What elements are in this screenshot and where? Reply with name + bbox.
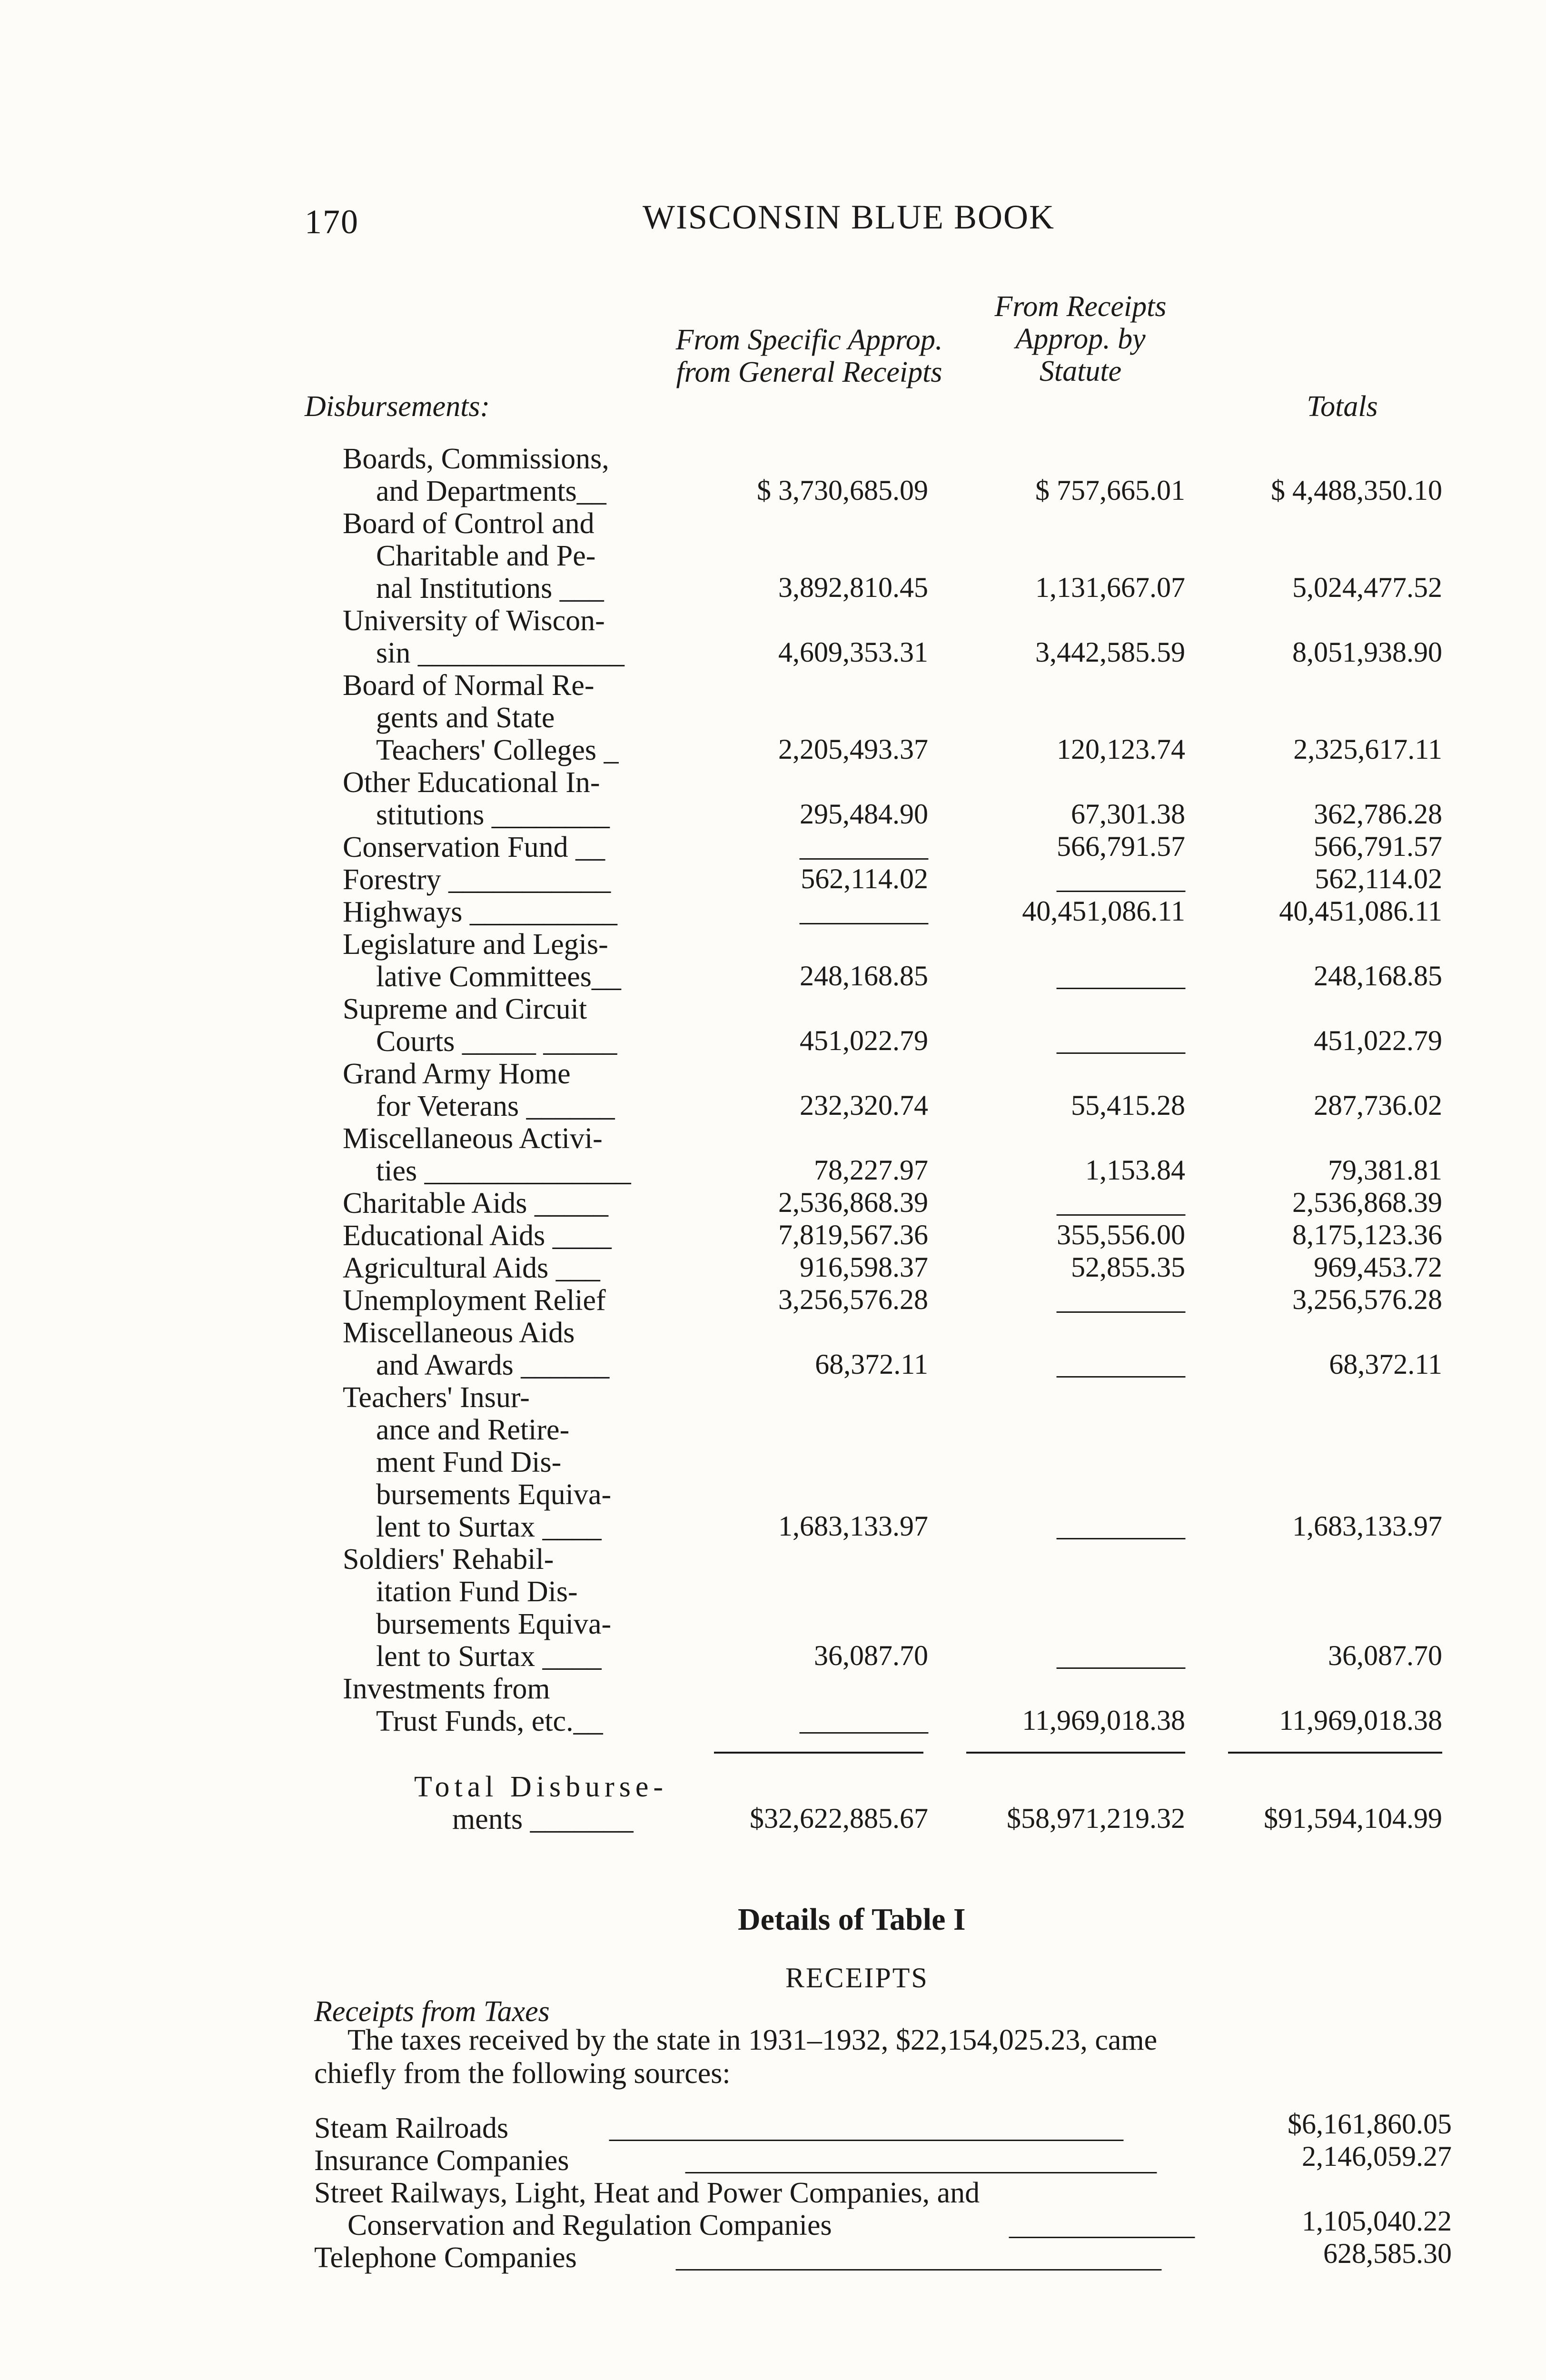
row-label-line: itation Fund Dis- (376, 1576, 578, 1608)
cell-total: 68,372.11 (1329, 1349, 1442, 1380)
cell-general: 295,484.90 (800, 798, 928, 830)
cell-statute: 55,415.28 (1071, 1090, 1185, 1121)
total-statute: $58,971,219.32 (1007, 1803, 1185, 1834)
column-header-general: From Specific Approp. from General Receipts (675, 324, 943, 388)
source-leader: ____________________________________ (609, 2112, 1123, 2143)
row-label-line: Highways __________ (343, 896, 617, 928)
cell-general: 36,087.70 (814, 1640, 928, 1671)
cell-total: 11,969,018.38 (1279, 1705, 1442, 1736)
cell-statute: _________ (1057, 1284, 1185, 1315)
row-label-line: Agricultural Aids ___ (343, 1252, 600, 1284)
column-header-totals: Totals (1307, 390, 1378, 423)
source-amount: 628,585.30 (1323, 2238, 1452, 2269)
row-label-line: for Veterans ______ (376, 1090, 615, 1122)
row-label-line: Miscellaneous Activi- (343, 1122, 603, 1155)
row-label-line: Forestry ___________ (343, 863, 611, 896)
cell-total: 451,022.79 (1314, 1025, 1442, 1056)
row-label-line: ties ______________ (376, 1155, 631, 1187)
row-label-line: Conservation Fund __ (343, 831, 605, 863)
cell-statute: _________ (1057, 960, 1185, 992)
total-rule-general (714, 1752, 923, 1754)
running-title: WISCONSIN BLUE BOOK (643, 198, 1055, 236)
cell-general: 4,609,353.31 (778, 636, 928, 668)
row-label-line: bursements Equiva- (376, 1608, 612, 1640)
row-label-line: Charitable and Pe- (376, 540, 596, 572)
cell-statute: _________ (1057, 1187, 1185, 1218)
cell-total: 8,175,123.36 (1292, 1219, 1442, 1250)
source-label: Insurance Companies (314, 2144, 569, 2177)
row-label-line: Board of Control and (343, 507, 595, 540)
cell-total: 2,325,617.11 (1293, 734, 1442, 765)
cell-total: $ 4,488,350.10 (1271, 475, 1442, 506)
row-label-line: lent to Surtax ____ (376, 1511, 602, 1543)
row-label-line: Trust Funds, etc.__ (376, 1705, 603, 1737)
row-label-line: Teachers' Colleges _ (376, 734, 619, 766)
row-label-line: and Awards ______ (376, 1349, 610, 1381)
cell-statute: _________ (1057, 863, 1185, 894)
row-label-line: Courts _____ _____ (376, 1025, 617, 1058)
cell-general: $ 3,730,685.09 (757, 475, 928, 506)
row-header-label: Disbursements: (305, 390, 490, 423)
row-label-line: Boards, Commissions, (343, 443, 609, 475)
cell-general: _________ (800, 895, 928, 927)
cell-statute: 40,451,086.11 (1022, 895, 1185, 927)
cell-general: 1,683,133.97 (778, 1510, 928, 1542)
source-label-continued: Conservation and Regulation Companies (347, 2209, 832, 2241)
cell-total: 36,087.70 (1328, 1640, 1442, 1671)
source-amount: 1,105,040.22 (1302, 2205, 1452, 2237)
cell-general: 562,114.02 (801, 863, 928, 894)
source-leader: __________________________________ (676, 2241, 1161, 2273)
row-label-line: Grand Army Home (343, 1058, 571, 1090)
cell-statute: 1,131,667.07 (1035, 572, 1185, 603)
cell-general: 248,168.85 (800, 960, 928, 992)
source-label: Telephone Companies (314, 2241, 577, 2274)
source-label: Steam Railroads (314, 2112, 509, 2144)
cell-total: 362,786.28 (1314, 798, 1442, 830)
source-amount: $6,161,860.05 (1288, 2108, 1452, 2140)
row-label-line: lative Committees__ (376, 961, 621, 993)
cell-total: 566,791.57 (1314, 831, 1442, 862)
row-label-line: Unemployment Relief (343, 1284, 606, 1317)
cell-general: 2,536,868.39 (778, 1187, 928, 1218)
row-label-line: Investments from (343, 1673, 550, 1705)
row-label-line: sin ______________ (376, 637, 624, 669)
cell-total: 79,381.81 (1328, 1154, 1442, 1186)
row-label-line: ance and Retire- (376, 1414, 570, 1446)
cell-general: _________ (800, 1705, 928, 1736)
row-label-line: gents and State (376, 702, 555, 734)
source-leader: _____________ (1009, 2209, 1195, 2241)
row-label-line: Other Educational In- (343, 766, 600, 799)
row-label-line: and Departments__ (376, 475, 606, 507)
cell-statute: _________ (1057, 1025, 1185, 1056)
total-label-line1: Total Disburse- (414, 1771, 668, 1803)
cell-statute: 3,442,585.59 (1035, 636, 1185, 668)
cell-statute: $ 757,665.01 (1035, 475, 1185, 506)
total-rule-statute (966, 1752, 1185, 1754)
cell-total: 969,453.72 (1314, 1251, 1442, 1283)
cell-statute: 566,791.57 (1057, 831, 1185, 862)
cell-general: 3,892,810.45 (778, 572, 928, 603)
cell-total: 8,051,938.90 (1292, 636, 1442, 668)
cell-statute: 11,969,018.38 (1022, 1705, 1185, 1736)
row-label-line: Miscellaneous Aids (343, 1317, 575, 1349)
row-label-line: nal Institutions ___ (376, 572, 604, 605)
cell-statute: _________ (1057, 1510, 1185, 1542)
cell-total: 562,114.02 (1315, 863, 1442, 894)
cell-total: 2,536,868.39 (1292, 1187, 1442, 1218)
cell-total: 5,024,477.52 (1292, 572, 1442, 603)
cell-general: _________ (800, 831, 928, 862)
cell-statute: 67,301.38 (1071, 798, 1185, 830)
cell-statute: _________ (1057, 1349, 1185, 1380)
details-title: Details of Table I (738, 1902, 966, 1937)
details-subtitle: RECEIPTS (785, 1962, 929, 1993)
source-label: Street Railways, Light, Heat and Power Companies, and (314, 2177, 980, 2209)
row-label-line: Charitable Aids _____ (343, 1187, 608, 1220)
row-label-line: Legislature and Legis- (343, 928, 608, 961)
receipts-paragraph-line2: chiefly from the following sources: (314, 2057, 731, 2090)
page-number: 170 (305, 203, 359, 241)
cell-total: 248,168.85 (1314, 960, 1442, 992)
cell-statute: 52,855.35 (1071, 1251, 1185, 1283)
column-header-statute: From Receipts Approp. by Statute (994, 290, 1167, 387)
cell-total: 1,683,133.97 (1292, 1510, 1442, 1542)
row-label-line: Teachers' Insur- (343, 1381, 530, 1414)
receipts-heading: Receipts from Taxes (314, 1995, 550, 2028)
cell-statute: 355,556.00 (1057, 1219, 1185, 1250)
total-rule-totals (1228, 1752, 1442, 1754)
row-label-line: University of Wiscon- (343, 605, 605, 637)
cell-general: 78,227.97 (814, 1154, 928, 1186)
row-label-line: Soldiers' Rehabil- (343, 1543, 554, 1576)
receipts-paragraph-line1: The taxes received by the state in 1931–1932, $22,154,025.23, came (347, 2024, 1158, 2056)
cell-total: 287,736.02 (1314, 1090, 1442, 1121)
cell-statute: 120,123.74 (1057, 734, 1185, 765)
row-label-line: Supreme and Circuit (343, 993, 587, 1025)
cell-statute: 1,153.84 (1085, 1154, 1185, 1186)
cell-total: 3,256,576.28 (1292, 1284, 1442, 1315)
cell-statute: _________ (1057, 1640, 1185, 1671)
total-totals: $91,594,104.99 (1264, 1803, 1442, 1834)
cell-total: 40,451,086.11 (1279, 895, 1442, 927)
cell-general: 2,205,493.37 (778, 734, 928, 765)
cell-general: 451,022.79 (800, 1025, 928, 1056)
source-leader: _________________________________ (685, 2144, 1157, 2176)
row-label-line: bursements Equiva- (376, 1478, 612, 1511)
row-label-line: stitutions ________ (376, 799, 610, 831)
cell-general: 232,320.74 (800, 1090, 928, 1121)
total-general: $32,622,885.67 (750, 1803, 928, 1834)
row-label-line: Educational Aids ____ (343, 1220, 612, 1252)
total-label-line2: ments _______ (452, 1803, 634, 1835)
row-label-line: lent to Surtax ____ (376, 1640, 602, 1673)
cell-general: 68,372.11 (815, 1349, 928, 1380)
row-label-line: ment Fund Dis- (376, 1446, 562, 1478)
cell-general: 7,819,567.36 (778, 1219, 928, 1250)
cell-general: 916,598.37 (800, 1251, 928, 1283)
cell-general: 3,256,576.28 (778, 1284, 928, 1315)
row-label-line: Board of Normal Re- (343, 669, 595, 702)
source-amount: 2,146,059.27 (1302, 2141, 1452, 2172)
